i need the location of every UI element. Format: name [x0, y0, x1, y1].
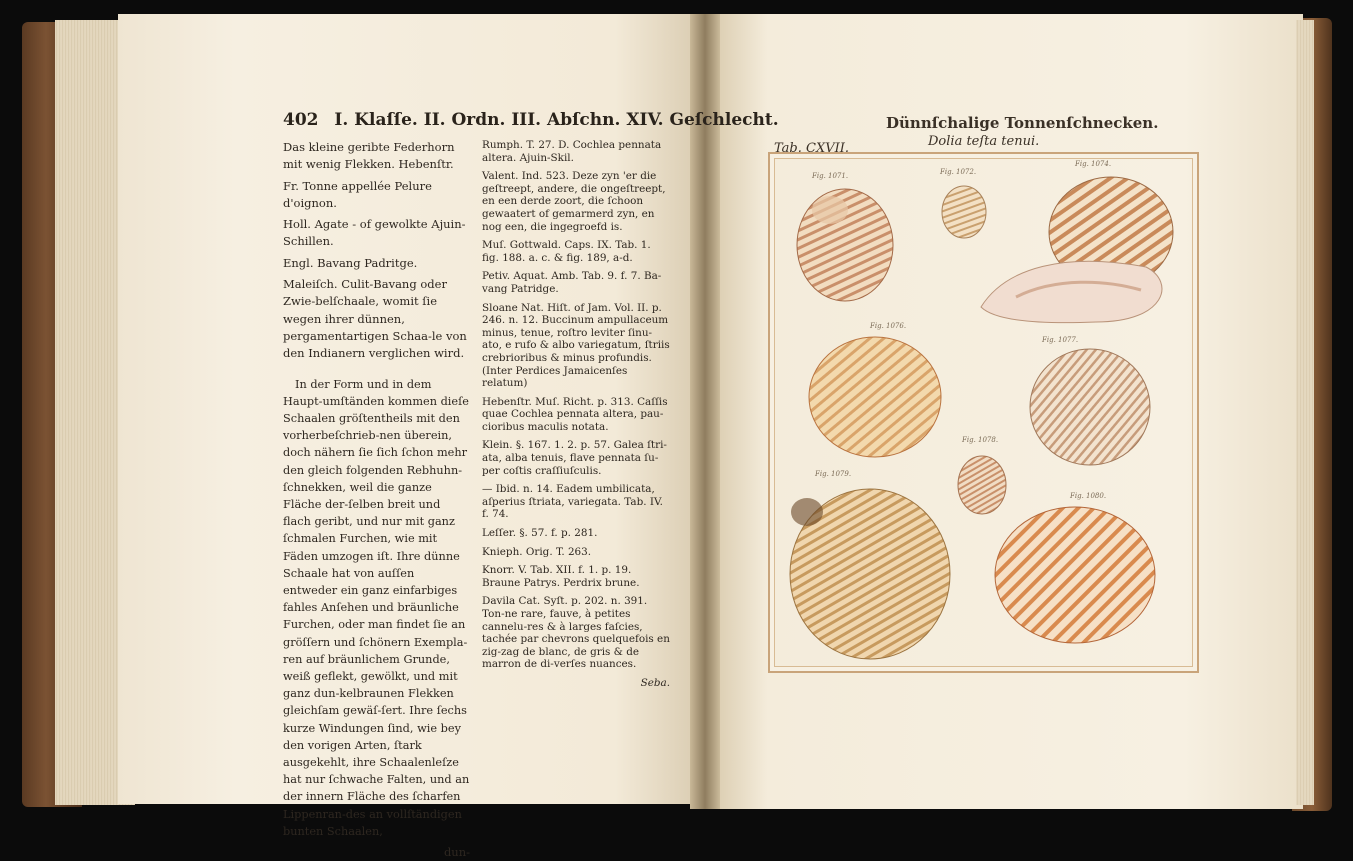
reference-entry: Klein. §. 167. 1. 2. p. 57. Galea ſtri-ata, alba tenuis, flave pennata ſu-per coſtis craſſiuſculis. — [482, 439, 667, 477]
shell-illustration-fig-1079 — [785, 482, 955, 662]
reference-entry: Knorr. V. Tab. XII. f. 1. p. 19. Braune Patrys. Perdrix brune. — [482, 564, 640, 589]
shell-illustration-fig-1071 — [790, 180, 900, 305]
figure-label: Fig. 1079. — [815, 470, 852, 478]
name-malay: Maleiſch. Culit-Bavang oder Zwie-belſchaale, womit ſie wegen ihrer dünnen, pergamentartigen Schaa-le von den Indianern verglichen wird. — [283, 277, 467, 361]
reference-entry: Valent. Ind. 523. Deze zyn 'er die geſtreept, andere, die ongeſtreept, en een derde zoort, die ſchoon gewaatert of gemarmerd zyn, en nog een, die ingegroefd is. — [482, 170, 666, 233]
description-paragraph: In der Form und in dem Haupt-umſtänden kommen dieſe Schaalen gröſtentheils mit den vorherbeſchrieb-nen überein, doch nähern ſie ſich ſchon mehr den gleich folgenden Rebhuhn-ſchnekken, weil die ganze Fläche der-ſelben breit und flach geribt, und nur mit ganz ſchmalen Furchen, wie mit Fäden umzogen iſt. Ihre dünne Schaale hat von auſſen entweder ein ganz einfarbiges fahles Anſehen und bräunliche Furchen, oder man findet ſie an gröſſern und ſchönern Exempla-ren auf bräunlichem Grunde, weiß geflekt, gewölkt, und mit ganz dun-kelbraunen Flekken gleichſam gewäſ-ſert. Ihre ſechs kurze Windungen ſind, wie bey den vorigen Arten, ſtark ausgekehlt, ihre Schaalenleſze hat nur ſchwache Falten, und an der innern Fläche des ſcharfen Lippenran-des an vollſtändigen bunten Schaalen, — [283, 377, 470, 838]
reference-entry: Muſ. Gottwald. Caps. IX. Tab. 1. fig. 188. a. c. & fig. 189, a-d. — [482, 239, 651, 264]
page-edges-right — [1296, 20, 1314, 805]
running-header — [283, 110, 779, 130]
figure-label: Fig. 1074. — [1075, 160, 1112, 168]
shell-illustration-fig-1077 — [1025, 345, 1155, 470]
book-gutter — [690, 14, 720, 809]
page-number: 402 — [283, 110, 319, 130]
name-dutch: Holl. Agate - of gewolkte Ajuin-Schillen. — [283, 217, 466, 249]
figure-label: Fig. 1077. — [1042, 336, 1079, 344]
plate-title: Dünnſchalige Tonnenſchnecken. — [886, 114, 1159, 132]
text-column-right — [482, 139, 670, 696]
species-heading: Das kleine geribte Federhorn mit wenig Flekken. Hebenſtr. — [283, 140, 455, 172]
reference-entry: Rumph. T. 27. D. Cochlea pennata altera. Ajuin-Skil. — [482, 139, 662, 164]
header-title: I. Klaſſe. II. Ordn. III. Abſchn. XIV. Geſchlecht. — [334, 110, 779, 130]
name-english: Engl. Bavang Padritge. — [283, 255, 418, 270]
shell-illustration-fig-1074 — [976, 172, 1181, 327]
name-french: Fr. Tonne appellée Pelure d'oignon. — [283, 178, 432, 210]
figure-label: Fig. 1072. — [940, 168, 977, 176]
shell-illustration-fig-1076 — [805, 332, 945, 462]
plate-number: Tab. CXVII. — [774, 141, 849, 156]
figure-label: Fig. 1076. — [870, 322, 907, 330]
reference-entry: Petiv. Aquat. Amb. Tab. 9. f. 7. Ba-vang Patridge. — [482, 270, 662, 295]
figure-label: Fig. 1071. — [812, 172, 849, 180]
reference-entry: Davila Cat. Syſt. p. 202. n. 391. Ton-ne rare, fauve, à petites cannelu-res & à larges faſcies, tachée par chevrons quelquefois en zig-zag de blanc, de gris & de marron de di-verſes nuances. — [482, 595, 670, 671]
reference-entry: Leſſer. §. 57. f. p. 281. — [482, 527, 598, 540]
reference-entry: Knieph. Orig. T. 263. — [482, 545, 592, 558]
reference-entry: Hebenſtr. Muſ. Richt. p. 313. Caſſis quae Cochlea pennata altera, pau-cioribus maculis notata. — [482, 395, 668, 433]
catchword-left: dun- — [443, 845, 470, 860]
figure-label: Fig. 1078. — [962, 436, 999, 444]
shell-illustration-fig-1080 — [990, 500, 1160, 650]
plate-subtitle: Dolia teſta tenui. — [928, 134, 1040, 149]
figure-label: Fig. 1080. — [1070, 492, 1107, 500]
catchword-right: Seba. — [640, 676, 670, 689]
reference-entry: — Ibid. n. 14. Eadem umbilicata, aſperius ſtriata, variegata. Tab. IV. f. 74. — [482, 483, 663, 521]
reference-entry: Sloane Nat. Hiſt. of Jam. Vol. II. p. 246. n. 12. Buccinum ampullaceum minus, tenue, roſtro leviter ſinu-ato, e rufo & albo variegatum, ſtriis crebrioribus & minus profundis. (Inter Perdices Jamaicenſes relatum) — [482, 301, 670, 390]
text-column-left — [283, 139, 470, 861]
